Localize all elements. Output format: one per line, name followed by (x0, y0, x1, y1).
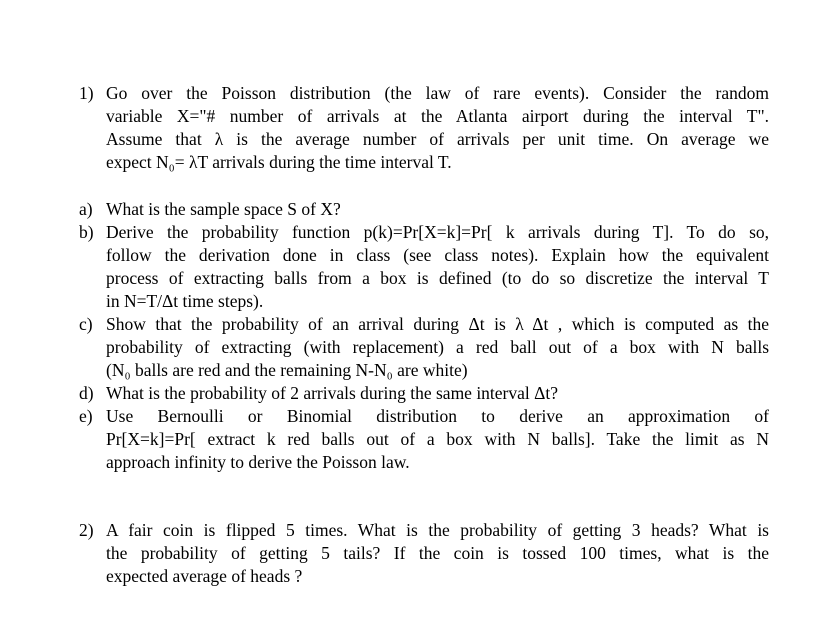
part-b-line: in N=T/Δt time steps). (106, 291, 264, 311)
part-d-line: What is the probability of 2 arrivals during the same interval Δt? (106, 383, 559, 403)
part-a-marker: a) (79, 199, 93, 219)
question-1-part-a (79, 198, 769, 221)
question-2-line: expected average of heads ? (106, 566, 303, 586)
part-e-line: Use Bernoulli or Binomial distribution to derive an approximation of (106, 406, 769, 426)
question-2-line: A fair coin is flipped 5 times. What is the probability of getting 3 heads? What is (106, 520, 769, 540)
question-1 (79, 82, 769, 174)
question-2 (79, 519, 769, 588)
question-1-part-b (79, 221, 769, 313)
question-1-line: expect N₀= λT arrivals during the time interval T. (106, 152, 452, 172)
question-1-number: 1) (79, 83, 94, 103)
part-b-line: process of extracting balls from a box is defined (to do so discretize the interval T (106, 268, 769, 288)
part-e-line: Pr[X=k]=Pr[ extract k red balls out of a box with N balls]. Take the limit as N (106, 429, 769, 449)
part-c-marker: c) (79, 314, 93, 334)
question-2-number: 2) (79, 520, 94, 540)
question-1-line: Go over the Poisson distribution (the law of rare events). Consider the random (106, 83, 769, 103)
part-b-marker: b) (79, 222, 94, 242)
question-1-part-e (79, 405, 769, 474)
part-e-line: approach infinity to derive the Poisson law. (106, 452, 410, 472)
question-1-part-c (79, 313, 769, 382)
part-c-line: (N₀ balls are red and the remaining N-N₀ are white) (106, 360, 468, 380)
question-1-line: variable X="# number of arrivals at the Atlanta airport during the interval T". (106, 106, 769, 126)
part-d-marker: d) (79, 383, 94, 403)
part-c-line: probability of extracting (with replacement) a red ball out of a box with N balls (106, 337, 769, 357)
part-b-line: follow the derivation done in class (see class notes). Explain how the equivalent (106, 245, 769, 265)
question-1-part-d (79, 382, 769, 405)
part-b-line: Derive the probability function p(k)=Pr[X=k]=Pr[ k arrivals during T]. To do so, (106, 222, 769, 242)
part-a-line: What is the sample space S of X? (106, 199, 341, 219)
part-e-marker: e) (79, 406, 93, 426)
question-1-line: Assume that λ is the average number of arrivals per unit time. On average we (106, 129, 769, 149)
question-1-text (106, 82, 769, 174)
part-c-line: Show that the probability of an arrival during Δt is λ Δt , which is computed as the (106, 314, 769, 334)
question-2-line: the probability of getting 5 tails? If the coin is tossed 100 times, what is the (106, 543, 769, 563)
question-2-text (106, 519, 769, 588)
